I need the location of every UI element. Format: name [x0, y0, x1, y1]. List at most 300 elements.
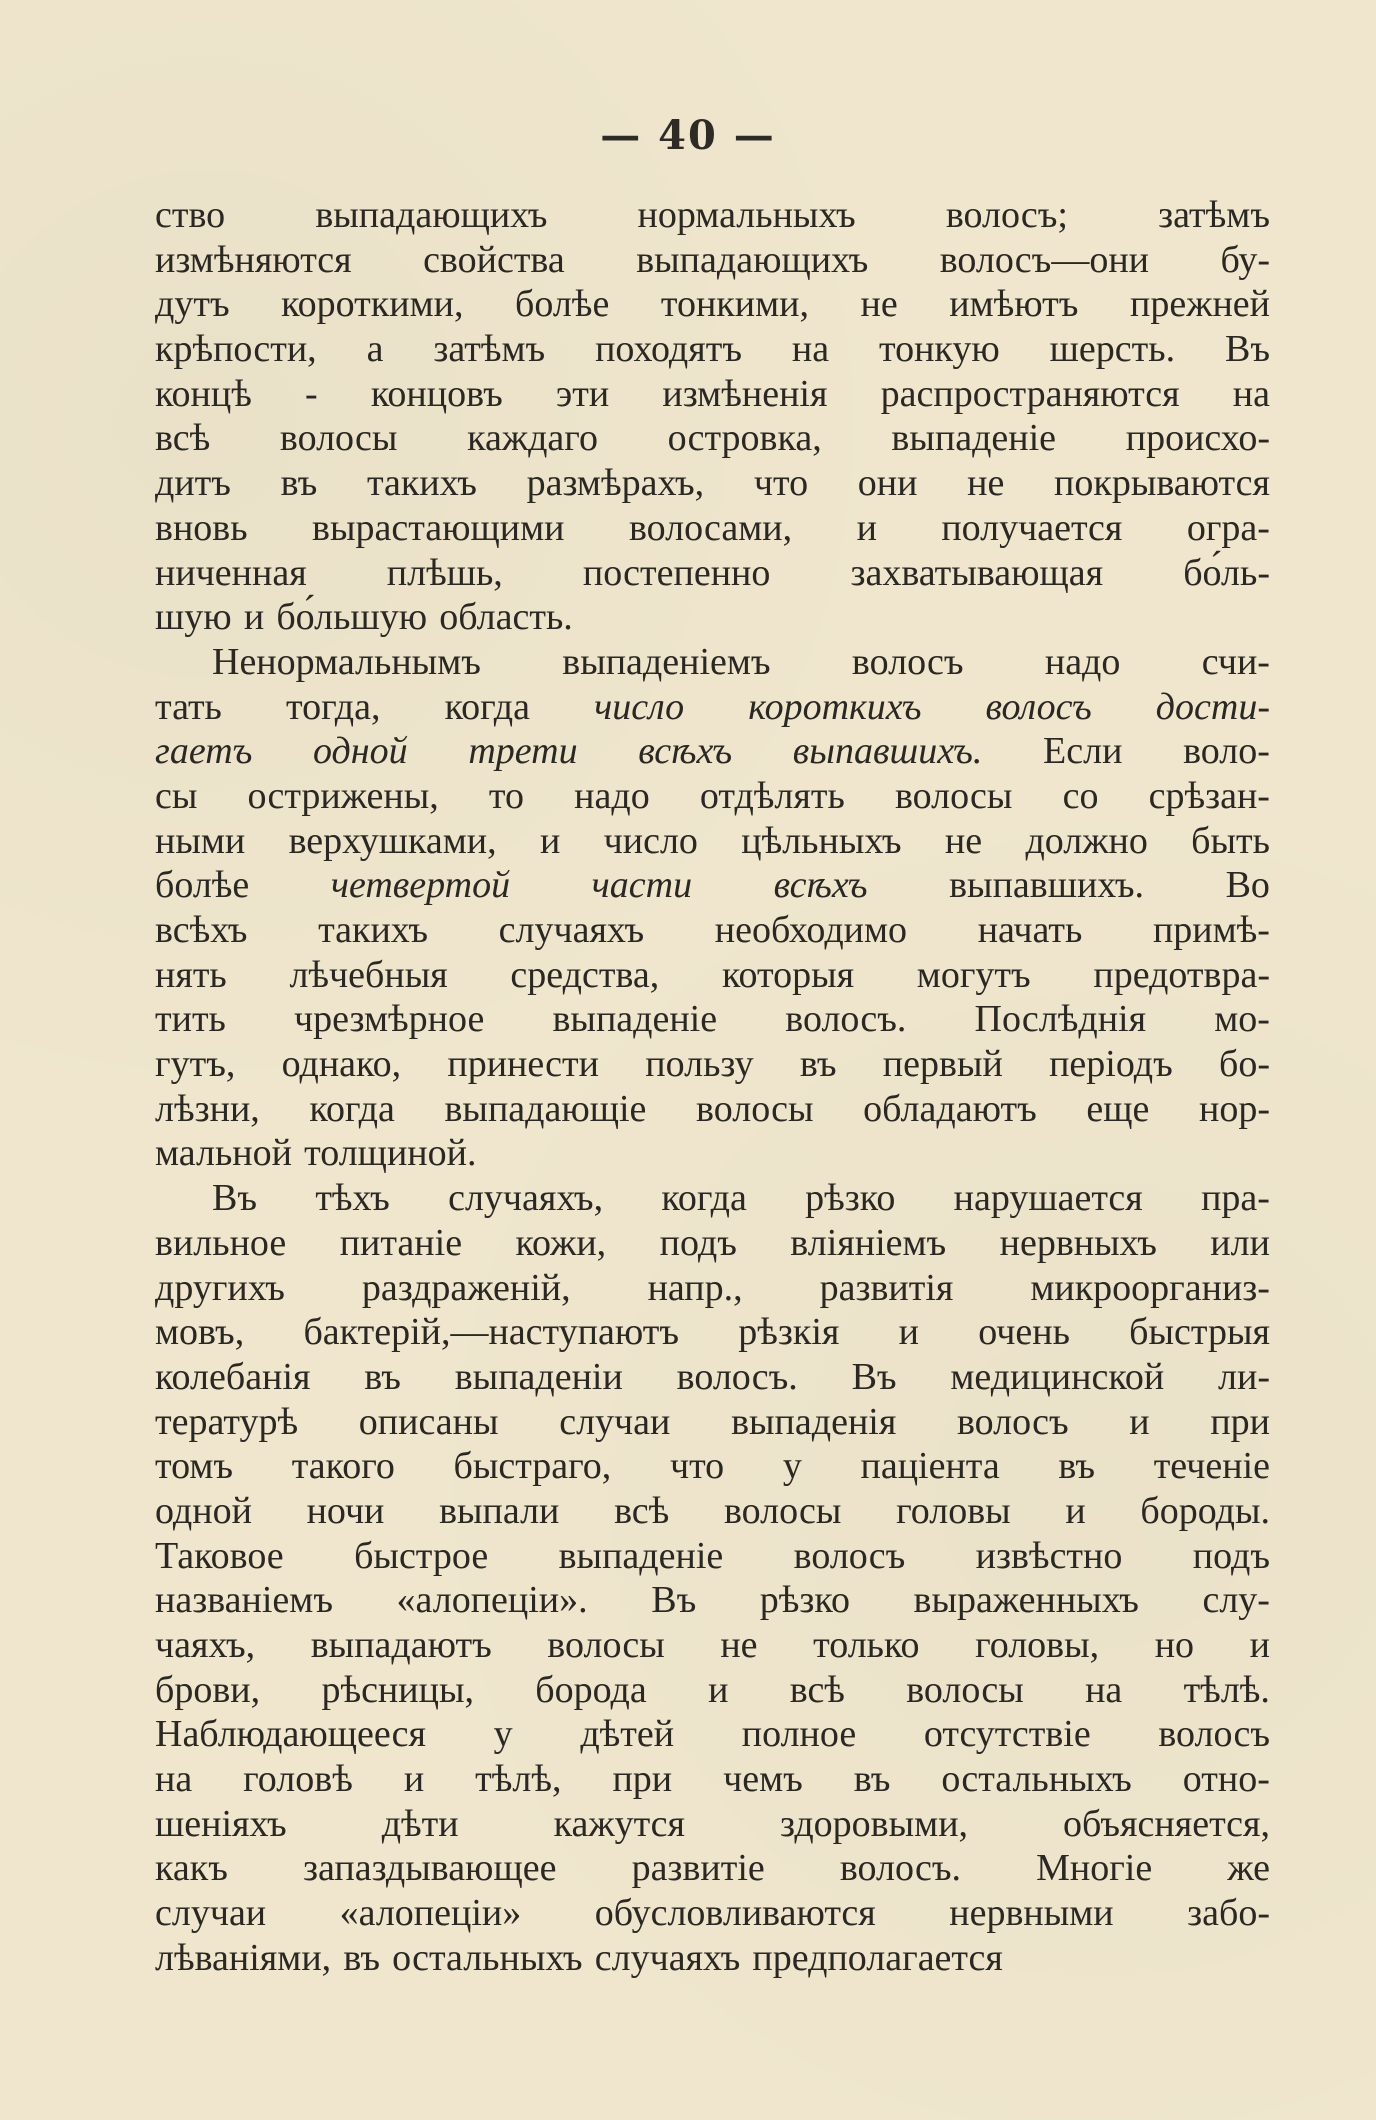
word: полное — [741, 1713, 857, 1756]
text-line — [155, 1131, 1270, 1176]
word: срѣзан- — [1148, 774, 1270, 817]
word: Наблюдающееся — [155, 1713, 426, 1756]
word: отсутствіе — [923, 1713, 1091, 1756]
word: при — [1210, 1400, 1270, 1443]
word: чрезмѣрное — [294, 998, 485, 1041]
word: тонкую — [878, 328, 1000, 371]
word: волосъ—они — [939, 238, 1149, 281]
word: то — [488, 774, 525, 817]
word: волосъ — [793, 1534, 906, 1577]
word: концовъ — [370, 372, 503, 415]
word: всѣхъ — [773, 864, 868, 907]
word: случаи — [155, 1892, 267, 1935]
word: волосы — [547, 1624, 665, 1666]
word: очень — [978, 1311, 1070, 1354]
word: извѣстно — [975, 1534, 1123, 1577]
word: захватывающая — [850, 551, 1104, 594]
word: волосами, — [628, 506, 793, 549]
word: Въ — [1224, 328, 1270, 371]
word: нервныхъ — [999, 1221, 1157, 1264]
word: волосы — [696, 1087, 814, 1130]
text-line — [155, 1936, 1270, 1981]
word: и — [1129, 1400, 1150, 1443]
word: бороды. — [1140, 1489, 1270, 1532]
word: у — [782, 1445, 802, 1488]
word: тить — [155, 998, 226, 1041]
word: дости- — [1155, 685, 1270, 728]
word: и — [708, 1668, 729, 1711]
word: мо- — [1214, 998, 1270, 1041]
word: на — [155, 1758, 193, 1801]
word: бо́ль- — [1183, 551, 1270, 594]
word: число — [594, 685, 685, 728]
word: волосы — [723, 1489, 842, 1532]
word: крѣпости, — [155, 328, 317, 371]
word: тогда, — [285, 685, 381, 728]
word: въ — [343, 1936, 380, 1979]
word: острижены, — [247, 774, 439, 817]
word: быстрое — [354, 1534, 489, 1577]
word: подъ — [1192, 1534, 1270, 1577]
word: одной — [155, 1489, 252, 1532]
word: чаяхъ, — [155, 1624, 256, 1666]
word: забо- — [1187, 1892, 1270, 1935]
word: нарушается — [953, 1177, 1143, 1220]
word: они — [857, 462, 918, 505]
word: выпадающіе — [444, 1087, 647, 1130]
word: раздраженій, — [361, 1266, 571, 1309]
word: и — [1249, 1624, 1270, 1666]
word: всѣхъ — [638, 730, 733, 773]
text-line — [155, 1087, 1270, 1132]
word: область. — [439, 596, 573, 639]
word: Многіе — [1036, 1847, 1153, 1890]
word: «алопеціи» — [339, 1892, 522, 1935]
word: шеніяхъ — [155, 1802, 287, 1845]
word: остальныхъ — [392, 1936, 583, 1979]
word: волосъ — [851, 640, 964, 683]
paragraph — [155, 640, 1270, 1176]
word: описаны — [358, 1400, 499, 1443]
text-line — [155, 1042, 1270, 1087]
word: кожи, — [515, 1221, 607, 1264]
word: могутъ — [916, 953, 1031, 996]
word: микроорганиз- — [1030, 1266, 1270, 1309]
word: лѣваніями, — [155, 1936, 332, 1979]
word: примѣ- — [1152, 909, 1270, 951]
word: надо — [574, 774, 650, 817]
word: бо́льшую — [276, 596, 428, 639]
word: на — [1085, 1668, 1123, 1711]
word: вновь — [155, 506, 248, 549]
word: размѣрахъ, — [526, 462, 705, 505]
word: въ — [799, 1043, 837, 1086]
word: когда — [309, 1087, 395, 1130]
word: выпадаютъ — [310, 1624, 492, 1666]
word: ли- — [1218, 1355, 1270, 1398]
word: бу- — [1220, 238, 1270, 281]
word: гутъ, — [155, 1043, 236, 1086]
word: развитіе — [631, 1847, 765, 1890]
word: случаяхъ — [594, 1936, 741, 1979]
word: всѣ — [789, 1668, 845, 1711]
word: выпадающихъ — [315, 194, 548, 236]
word: всѣ — [614, 1489, 670, 1532]
word: предполагается — [752, 1936, 1003, 1979]
word: гаетъ — [155, 730, 253, 773]
word: а — [366, 328, 384, 371]
word: рѣзко — [759, 1579, 850, 1622]
word: тѣлѣ. — [1183, 1668, 1270, 1711]
word: Въ — [851, 1355, 897, 1398]
text-line — [155, 953, 1270, 998]
word: нервными — [949, 1892, 1114, 1935]
text-line — [155, 1757, 1270, 1802]
text-line — [155, 1846, 1270, 1891]
word: напр., — [647, 1266, 743, 1309]
text-line — [155, 1400, 1270, 1445]
word: какъ — [155, 1847, 228, 1890]
word: быстраго, — [453, 1445, 612, 1488]
word: лѣзни, — [155, 1087, 260, 1130]
word: ными — [155, 819, 246, 862]
word: верхушками, — [288, 819, 497, 862]
word: которыя — [721, 953, 855, 996]
word: всѣ — [155, 417, 211, 460]
word: волосъ — [957, 1400, 1069, 1443]
word: эти — [555, 372, 610, 415]
word: медицинской — [950, 1355, 1165, 1398]
word: цѣльныхъ — [741, 819, 902, 862]
text-line — [155, 1266, 1270, 1311]
word: постепенно — [582, 551, 771, 594]
word: такихъ — [318, 909, 428, 951]
word: выраженныхъ — [913, 1579, 1139, 1622]
word: вліяніемъ — [790, 1221, 947, 1264]
word: Если — [1043, 730, 1123, 773]
word: случаяхъ — [498, 909, 645, 951]
word: нормальныхъ — [637, 194, 856, 236]
word: надо — [1044, 640, 1121, 683]
word: четвертой — [330, 864, 511, 907]
word: Ненормальнымъ — [212, 640, 481, 683]
word: плѣшь, — [386, 551, 503, 594]
word: Въ — [651, 1579, 697, 1622]
word: дутъ — [155, 283, 230, 326]
word: средства, — [510, 953, 660, 996]
word: затѣмъ — [1158, 194, 1270, 236]
text-line — [155, 1578, 1270, 1623]
word: получается — [941, 506, 1123, 549]
word: выпавшихъ. — [949, 864, 1145, 907]
word: выпаденіе — [558, 1534, 724, 1577]
word: выпавшихъ. — [792, 730, 983, 773]
word: волосъ — [1158, 1713, 1270, 1756]
word: головы — [896, 1489, 1011, 1532]
text-line — [155, 1712, 1270, 1757]
word: выпаденія — [731, 1400, 897, 1443]
word: принести — [447, 1043, 599, 1086]
text-line — [155, 819, 1270, 864]
text-line — [155, 997, 1270, 1042]
text-line — [155, 595, 1270, 640]
word: короткихъ — [748, 685, 922, 728]
word: рѣзкія — [738, 1311, 840, 1354]
word: головѣ — [243, 1758, 353, 1801]
word: счи- — [1201, 640, 1270, 683]
word: кажутся — [553, 1802, 686, 1845]
word: затѣмъ — [433, 328, 546, 371]
text-line — [155, 729, 1270, 774]
word: отно- — [1182, 1758, 1270, 1801]
word: случаяхъ, — [448, 1177, 604, 1220]
word: выпали — [439, 1489, 560, 1532]
word: огра- — [1186, 506, 1270, 549]
word: выпадающихъ — [636, 238, 869, 281]
word: чемъ — [723, 1758, 803, 1801]
word: остальныхъ — [941, 1758, 1132, 1801]
word: имѣютъ — [949, 283, 1079, 326]
word: тать — [155, 685, 222, 728]
word: покрываются — [1054, 462, 1270, 505]
word: всѣхъ — [155, 909, 248, 951]
word: распространяются — [880, 372, 1180, 415]
word: концѣ — [155, 372, 252, 415]
word: теченіе — [1153, 1445, 1270, 1488]
word: подъ — [659, 1221, 737, 1264]
word: Во — [1225, 864, 1270, 907]
word: лѣчебныя — [289, 953, 448, 996]
word: выпаденіи — [454, 1355, 623, 1398]
word: вильное — [155, 1221, 287, 1264]
word: пра- — [1201, 1177, 1270, 1220]
word: не — [860, 283, 898, 326]
text-line — [155, 551, 1270, 596]
word: тонкими, — [660, 283, 809, 326]
word: и — [539, 819, 561, 862]
word: волосъ. — [839, 1847, 961, 1890]
text-line — [155, 863, 1270, 908]
text-line — [155, 1310, 1270, 1355]
word: въ — [364, 1355, 401, 1398]
word: дѣти — [381, 1802, 459, 1845]
word: каждаго — [467, 417, 598, 460]
word: походятъ — [595, 328, 742, 371]
word: въ — [1058, 1445, 1096, 1488]
word: волосы — [894, 774, 1013, 817]
word: Таковое — [155, 1534, 284, 1577]
text-line — [155, 1489, 1270, 1534]
word: дитъ — [155, 462, 231, 505]
word: части — [591, 864, 693, 907]
paragraph — [155, 193, 1270, 640]
text-line — [155, 640, 1270, 685]
word: первый — [882, 1043, 1003, 1086]
text-line — [155, 1221, 1270, 1266]
word: что — [753, 462, 809, 505]
word: вырастающими — [312, 506, 565, 549]
word: развитія — [819, 1266, 954, 1309]
word: свойства — [423, 238, 565, 281]
word: только — [813, 1624, 920, 1666]
word: число — [603, 819, 698, 862]
word: ство — [155, 194, 226, 236]
word: толщиной. — [304, 1132, 477, 1175]
word: нор- — [1198, 1087, 1270, 1130]
text-line — [155, 1355, 1270, 1400]
word: мальной — [155, 1132, 292, 1175]
text-line — [155, 1802, 1270, 1847]
word: на — [1232, 372, 1270, 415]
text-line — [155, 908, 1270, 953]
text-line — [155, 685, 1270, 730]
word: «алопеціи». — [396, 1579, 588, 1622]
text-line — [155, 1668, 1270, 1713]
text-line — [155, 1444, 1270, 1489]
word: брови, — [155, 1668, 261, 1711]
word: рѣсницы, — [321, 1668, 474, 1711]
word: запаздывающее — [302, 1847, 557, 1890]
word: на — [791, 328, 830, 371]
word: волосъ; — [945, 194, 1068, 236]
word: случаи — [559, 1400, 671, 1443]
word: прежней — [1130, 283, 1270, 326]
word: такихъ — [366, 462, 477, 505]
word: измѣняются — [155, 238, 352, 281]
word: названіемъ — [155, 1579, 333, 1622]
word: болѣе — [515, 283, 610, 326]
text-line — [155, 1623, 1270, 1668]
word: когда — [444, 685, 531, 728]
word: волосъ — [985, 685, 1092, 728]
word: и — [1065, 1489, 1086, 1532]
word: быстрыя — [1129, 1311, 1270, 1354]
word: необходимо — [714, 909, 908, 951]
word: отдѣлять — [699, 774, 845, 817]
word: обладаютъ — [863, 1087, 1037, 1130]
word: воло- — [1183, 730, 1270, 773]
word: волосъ. — [785, 998, 907, 1041]
word: дѣтей — [580, 1713, 675, 1756]
word: измѣненія — [662, 372, 828, 415]
text-line — [155, 1534, 1270, 1579]
word: трети — [468, 730, 578, 773]
word: когда — [661, 1177, 747, 1220]
text-line — [155, 372, 1270, 417]
word: выпаденіе — [891, 417, 1057, 460]
word: и — [243, 596, 265, 639]
word: нять — [155, 953, 227, 996]
word: и — [856, 506, 877, 549]
text-line — [155, 1176, 1270, 1221]
word: паціента — [860, 1445, 1000, 1488]
word: бактерій,—наступаютъ — [303, 1311, 679, 1354]
text-line — [155, 774, 1270, 819]
word: при — [612, 1758, 673, 1801]
text-line — [155, 506, 1270, 551]
word: - — [305, 372, 318, 415]
word: тературѣ — [155, 1400, 299, 1443]
word: Въ — [212, 1177, 257, 1220]
word: борода — [535, 1668, 647, 1711]
word: слу- — [1202, 1579, 1270, 1622]
word: другихъ — [155, 1266, 285, 1309]
word: или — [1210, 1221, 1270, 1264]
page-number: — 40 — — [600, 112, 776, 159]
word: волосъ. — [676, 1355, 798, 1398]
text-line — [155, 461, 1270, 506]
word: островка, — [667, 417, 822, 460]
word: начать — [977, 909, 1083, 951]
word: тѣхъ — [315, 1177, 390, 1220]
word: въ — [280, 462, 318, 505]
word: короткими, — [281, 283, 464, 326]
word: сы — [155, 774, 198, 817]
word: однако, — [281, 1043, 402, 1086]
word: шую — [155, 596, 232, 639]
word: мовъ, — [155, 1311, 245, 1354]
word: головы, — [975, 1624, 1100, 1666]
word: томъ — [155, 1445, 234, 1488]
word: не — [967, 462, 1005, 505]
word: шерсть. — [1049, 328, 1176, 371]
word: тѣлѣ, — [475, 1758, 562, 1801]
word: рѣзко — [805, 1177, 896, 1220]
word: Послѣднія — [974, 998, 1147, 1041]
text-line — [155, 282, 1270, 327]
word: ночи — [306, 1489, 385, 1532]
body-text — [155, 193, 1270, 1981]
word: не — [720, 1624, 758, 1666]
word: одной — [313, 730, 408, 773]
word: со — [1062, 774, 1099, 817]
word: что — [669, 1445, 725, 1488]
word: обусловливаются — [594, 1892, 876, 1935]
word: происхо- — [1125, 417, 1270, 460]
word: ниченная — [155, 551, 307, 594]
word: и — [898, 1311, 919, 1354]
word: колебанія — [155, 1355, 311, 1398]
text-line — [155, 238, 1270, 283]
word: и — [403, 1758, 425, 1801]
word: такого — [291, 1445, 395, 1488]
word: объясняется, — [1063, 1802, 1270, 1845]
word: быть — [1191, 819, 1270, 862]
word: питаніе — [339, 1221, 463, 1264]
word: же — [1227, 1847, 1270, 1890]
word: выпаденіемъ — [562, 640, 771, 683]
word: не — [944, 819, 983, 862]
word: у — [493, 1713, 513, 1756]
word: волосы — [279, 417, 398, 460]
word: періодъ — [1049, 1043, 1173, 1086]
word: въ — [853, 1758, 891, 1801]
word: волосы — [906, 1668, 1024, 1711]
text-line — [155, 193, 1270, 238]
word: бо- — [1219, 1043, 1270, 1086]
word: пользу — [645, 1043, 754, 1086]
text-line — [155, 327, 1270, 372]
word: здоровыми, — [780, 1802, 969, 1845]
word: еще — [1086, 1087, 1150, 1130]
word: выпаденіе — [552, 998, 718, 1041]
word: но — [1154, 1624, 1195, 1666]
text-line — [155, 416, 1270, 461]
text-line — [155, 1891, 1270, 1936]
word: болѣе — [155, 864, 250, 907]
word: должно — [1025, 819, 1148, 862]
paragraph — [155, 1176, 1270, 1980]
